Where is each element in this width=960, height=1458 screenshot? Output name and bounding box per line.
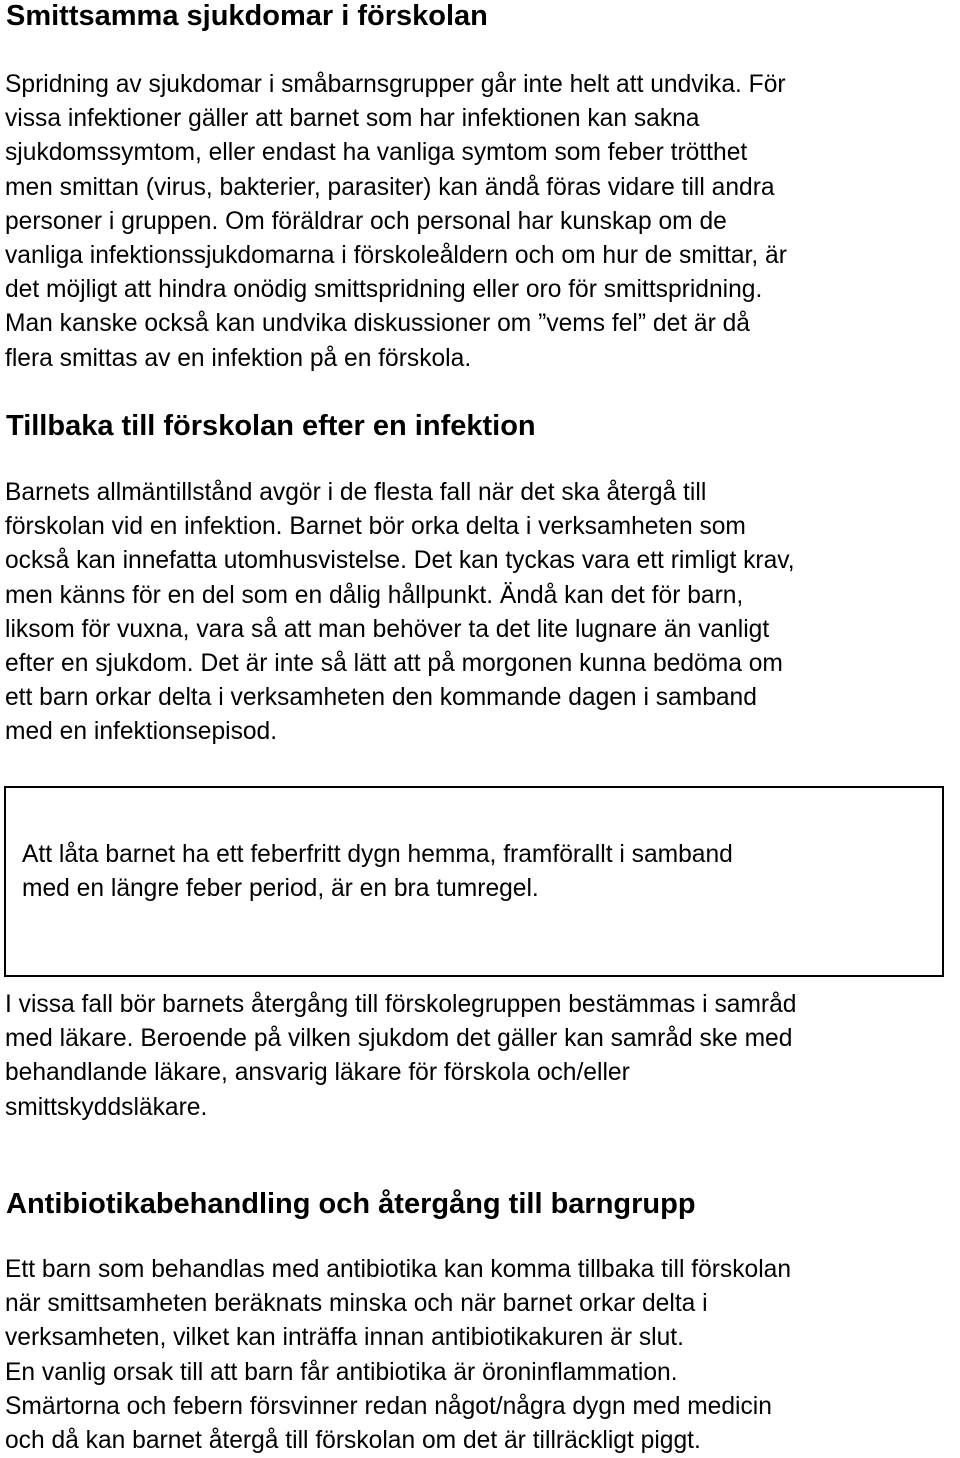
paragraph-allmantillstand: Barnets allmäntillstånd avgör i de flesta fall när det ska återgå till förskolan vid en infektion. Barnet bör orka delta i verksamheten som också kan innefatta utomhusvistelse. Det kan tyckas vara ett rimligt krav, men känns för en del som en dålig hållpunkt. Ändå kan det för barn, liksom för vuxna, vara så att man behöver ta det lite lugnare än vanligt efter en sjukdom. Det är inte så lätt att på morgonen kunna bedöma om ett barn orkar delta i verksamheten den kommande dagen i samband med en infektionsepisod. — [5, 479, 795, 746]
callout-box — [4, 786, 944, 977]
heading-antibiotikabehandling: Antibiotikabehandling och återgång till barngrupp — [6, 1188, 696, 1220]
heading-tillbaka-till-forskolan: Tillbaka till förskolan efter en infektion — [6, 410, 536, 442]
paragraph-samrad-med-lakare: I vissa fall bör barnets återgång till förskolegruppen bestämmas i samråd med läkare. Beroende på vilken sjukdom det gäller kan samråd ske med behandlande läkare, ansvarig läkare för förskola och/eller smittskyddsläkare. — [5, 991, 797, 1121]
callout-text: Att låta barnet ha ett feberfritt dygn hemma, framförallt i samband med en längre feber period, är en bra tumregel. — [22, 841, 733, 902]
paragraph-antibiotika: Ett barn som behandlas med antibiotika kan komma tillbaka till förskolan när smittsamheten beräknats minska och när barnet orkar delta i verksamheten, vilket kan inträffa innan antibiotikakuren är slut. En vanlig orsak till att barn får antibiotika är öroninflammation. Smärtorna och febern försvinner redan något/några dygn med medicin och då kan barnet återgå till förskolan om det är tillräckligt piggt. — [5, 1256, 792, 1455]
heading-smittsamma-sjukdomar: Smittsamma sjukdomar i förskolan — [6, 0, 488, 32]
paragraph-spridning: Spridning av sjukdomar i småbarnsgrupper går inte helt att undvika. För vissa infektioner gäller att barnet som har infektionen kan sakna sjukdomssymtom, eller endast ha vanliga symtom som feber trötthet men smittan (virus, bakterier, parasiter) kan ändå föras vidare till andra personer i gruppen. Om föräldrar och personal har kunskap om de vanliga infektionssjukdomarna i förskoleåldern och om hur de smittar, är det möjligt att hindra onödig smittspridning eller oro för smittspridning. Man kanske också kan undvika diskussioner om ”vems fel” det är då flera smittas av en infektion på en förskola. — [5, 71, 787, 372]
